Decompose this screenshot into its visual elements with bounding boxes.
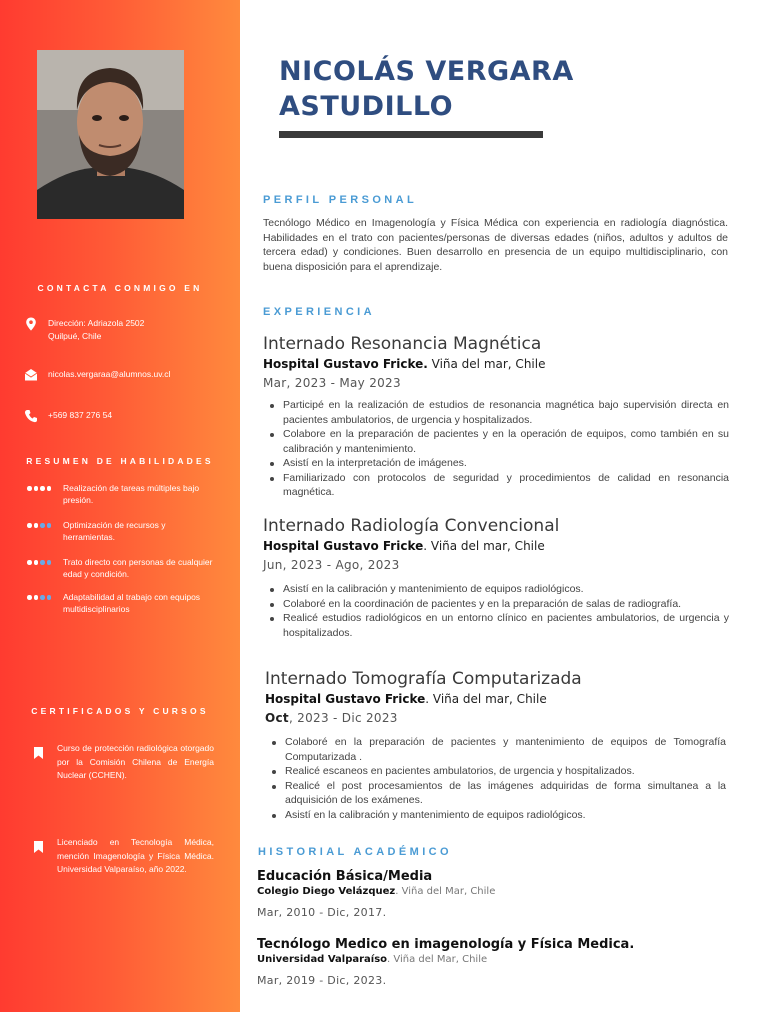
job-place: Viña del mar, Chile bbox=[427, 357, 546, 371]
bookmark-icon bbox=[34, 838, 43, 850]
sidebar bbox=[0, 0, 240, 1012]
skill-level-dots bbox=[27, 486, 55, 491]
phone-icon bbox=[24, 409, 38, 423]
skill-text: Realización de tareas múltiples bajo presión. bbox=[63, 483, 200, 505]
profile-photo bbox=[37, 50, 184, 219]
edu-date: Mar, 2019 - Dic, 2023. bbox=[257, 974, 387, 987]
skill-item bbox=[27, 556, 218, 580]
name-line-1: NICOLÁS VERGARA bbox=[279, 56, 574, 87]
cert-text: Licenciado en Tecnología Médica, mención Imagenología y Física Médica. Universidad Valparaíso, año 2022. bbox=[57, 837, 214, 874]
location-pin-icon bbox=[24, 317, 38, 331]
job-place: . Viña del mar, Chile bbox=[425, 692, 547, 706]
experience-heading: EXPERIENCIA bbox=[263, 306, 375, 318]
contact-heading: CONTACTA CONMIGO EN bbox=[37, 283, 203, 293]
skill-item bbox=[27, 519, 218, 543]
skill-level-dots bbox=[27, 523, 55, 528]
edu-school-name: Universidad Valparaíso bbox=[257, 954, 388, 965]
job-bullets bbox=[266, 735, 726, 822]
edu-place: . Viña del Mar, Chile bbox=[387, 954, 488, 965]
job-bullets bbox=[264, 398, 729, 500]
list-item: Colabore en la preparación de pacientes y en la operación de equipos, como también en su calibración y mantenimiento. bbox=[264, 427, 729, 456]
list-item: Colaboré en la coordinación de pacientes y en la preparación de salas de radiografía. bbox=[264, 597, 729, 612]
job-employer bbox=[265, 692, 547, 706]
edu-school bbox=[257, 954, 487, 965]
list-item: Realicé el post procesamientos de las imágenes adquiridas de forma simultanea a la adquisición de los exámenes. bbox=[266, 779, 726, 808]
edu-school bbox=[257, 886, 495, 897]
contact-phone[interactable] bbox=[24, 409, 112, 423]
job-date: Jun, 2023 - Ago, 2023 bbox=[263, 558, 400, 572]
list-item: Asistí en la interpretación de imágenes. bbox=[264, 456, 729, 471]
envelope-icon bbox=[24, 368, 38, 382]
full-name bbox=[279, 54, 574, 124]
list-item: Realicé estudios radiológicos en un entorno clínico en pacientes ambulatorios, de urgencia y hospitalizados. bbox=[264, 611, 729, 640]
name-line-2: ASTUDILLO bbox=[279, 91, 454, 122]
job-title: Internado Radiología Convencional bbox=[263, 516, 560, 536]
certs-heading: CERTIFICADOS Y CURSOS bbox=[31, 706, 209, 716]
contact-email[interactable] bbox=[24, 368, 170, 382]
edu-title: Educación Básica/Media bbox=[257, 869, 433, 884]
list-item: Familiarizado con protocolos de seguridad y procedimientos de calidad en resonancia magnética. bbox=[264, 471, 729, 500]
edu-title: Tecnólogo Medico en imagenología y Física Medica. bbox=[257, 937, 635, 952]
skill-text: Adaptabilidad al trabajo con equipos multidisciplinarios bbox=[63, 592, 201, 614]
edu-date: Mar, 2010 - Dic, 2017. bbox=[257, 906, 387, 919]
job-org: Hospital Gustavo Fricke. bbox=[263, 357, 428, 371]
job-title: Internado Resonancia Magnética bbox=[263, 334, 542, 354]
education-heading: HISTORIAL ACADÉMICO bbox=[258, 846, 452, 858]
cert-item bbox=[34, 836, 214, 877]
edu-school-name: Colegio Diego Velázquez bbox=[257, 886, 396, 897]
name-underline bbox=[279, 131, 543, 138]
bookmark-icon bbox=[34, 744, 43, 756]
job-org: Hospital Gustavo Fricke bbox=[265, 692, 426, 706]
job-date-month: Oct bbox=[265, 711, 289, 725]
skill-item bbox=[27, 591, 218, 615]
skill-item bbox=[27, 482, 218, 506]
job-org: Hospital Gustavo Fricke bbox=[263, 539, 424, 553]
contact-address bbox=[24, 317, 144, 343]
job-date: Mar, 2023 - May 2023 bbox=[263, 376, 401, 390]
address-line-2: Quilpué, Chile bbox=[48, 331, 102, 341]
cert-text: Curso de protección radiológica otorgado por la Comisión Chilena de Energía Nuclear (CCHEN). bbox=[57, 743, 214, 780]
edu-place: . Viña del Mar, Chile bbox=[395, 886, 496, 897]
skill-text: Trato directo con personas de cualquier edad y condición. bbox=[63, 557, 213, 579]
job-date-rest: , 2023 - Dic 2023 bbox=[288, 711, 398, 725]
job-date bbox=[265, 711, 398, 725]
list-item: Colaboré en la preparación de pacientes y mantenimiento de equipos de Tomografía Computarizada . bbox=[266, 735, 726, 764]
profile-heading: PERFIL PERSONAL bbox=[263, 194, 418, 206]
list-item: Asistí en la calibración y mantenimiento de equipos radiológicos. bbox=[266, 808, 726, 823]
job-bullets bbox=[264, 582, 729, 640]
cert-item bbox=[34, 742, 214, 783]
profile-text: Tecnólogo Médico en Imagenología y Física Médica con experiencia en radiología diagnóstica. Habilidades en el trato con pacientes/personas de diversas edades (niños, adultos y adultos de tercera edad) y condiciones. Buen desarrollo en presencia de un equipo multidisciplinario, con buena disposición para el aprendizaje. bbox=[263, 217, 728, 273]
email-link[interactable]: nicolas.vergaraa@alumnos.uv.cl bbox=[48, 369, 171, 379]
job-employer bbox=[263, 539, 545, 553]
profile-photo-icon bbox=[37, 50, 184, 219]
skill-text: Optimización de recursos y herramientas. bbox=[63, 520, 166, 542]
skill-level-dots bbox=[27, 595, 55, 600]
skill-level-dots bbox=[27, 560, 55, 565]
list-item: Asistí en la calibración y mantenimiento de equipos radiológicos. bbox=[264, 582, 729, 597]
phone-number[interactable]: +569 837 276 54 bbox=[48, 410, 113, 420]
list-item: Realicé escaneos en pacientes ambulatorios, de urgencia y hospitalizados. bbox=[266, 764, 726, 779]
address-line-1: Dirección: Adriazola 2502 bbox=[48, 318, 145, 328]
list-item: Participé en la realización de estudios de resonancia magnética bajo supervisión directa en pacientes ambulatorios, de urgencia y hospitalizados. bbox=[264, 398, 729, 427]
skills-heading: RESUMEN DE HABILIDADES bbox=[26, 456, 214, 466]
job-title: Internado Tomografía Computarizada bbox=[265, 669, 582, 689]
job-employer bbox=[263, 357, 545, 371]
job-place: . Viña del mar, Chile bbox=[423, 539, 545, 553]
